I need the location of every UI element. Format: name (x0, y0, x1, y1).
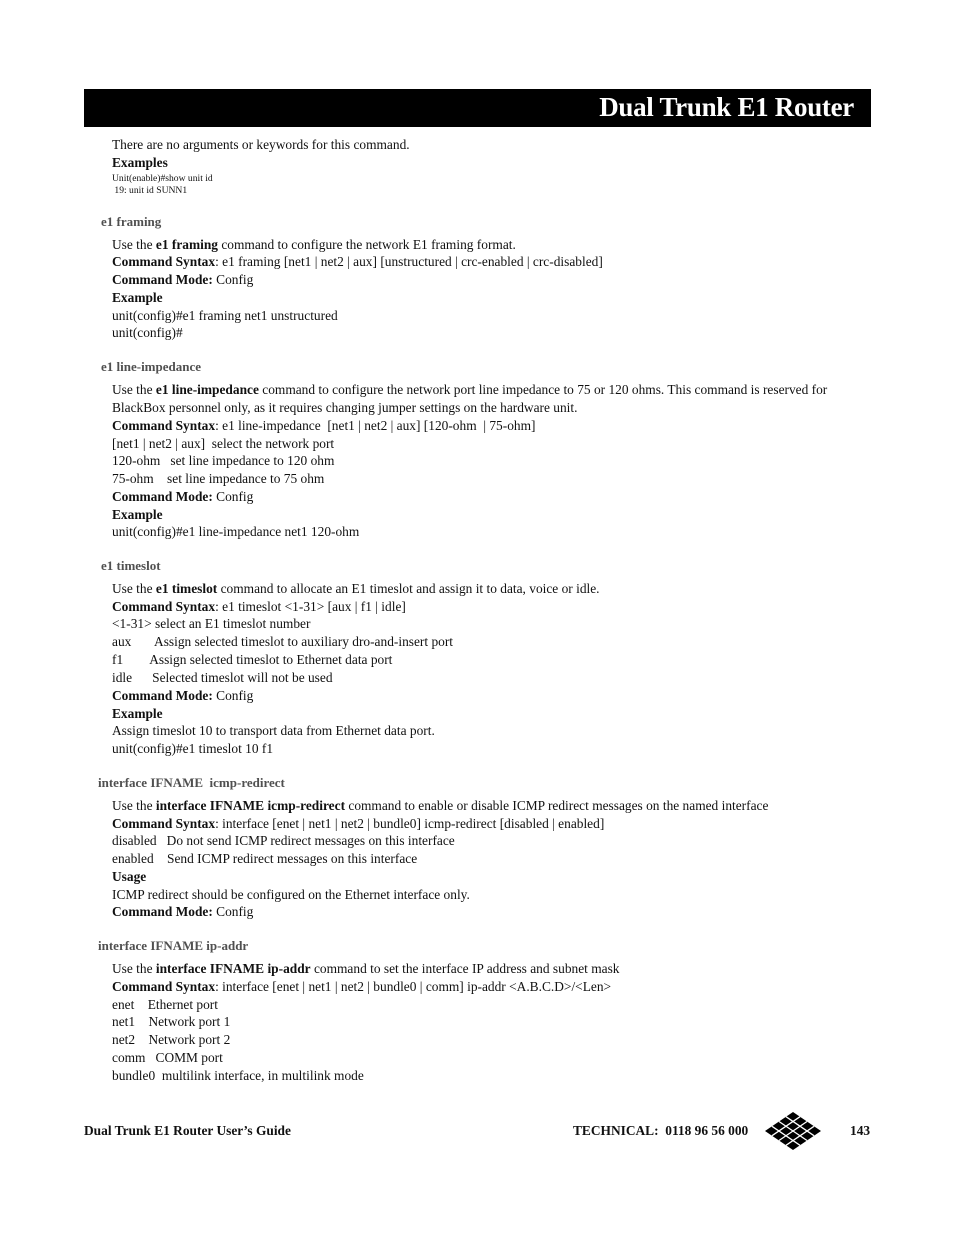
section-heading-e1-line-impedance: e1 line-impedance (101, 359, 202, 374)
param-line: [net1 | net2 | aux] select the network port (112, 436, 335, 451)
param-line: comm COMM port (112, 1050, 223, 1065)
footer-technical-phone: TECHNICAL: 0118 96 56 000 (573, 1123, 749, 1138)
param-line: disabled Do not send ICMP redirect messages on this interface (112, 833, 455, 848)
command-syntax: Command Syntax: e1 timeslot <1-31> [aux | f1 | idle] (112, 599, 406, 614)
param-line: bundle0 multilink interface, in multilink mode (112, 1068, 364, 1083)
intro-text: There are no arguments or keywords for this command. (112, 137, 410, 152)
page-header-banner (84, 89, 871, 127)
command-syntax: Command Syntax: e1 line-impedance [net1 | net2 | aux] [120-ohm | 75-ohm] (112, 418, 536, 433)
section-heading-ip-addr: interface IFNAME ip-addr (98, 938, 249, 953)
param-line: 120-ohm set line impedance to 120 ohm (112, 453, 335, 468)
param-line: f1 Assign selected timeslot to Ethernet data port (112, 652, 393, 667)
example-line: Unit(enable)#show unit id (112, 173, 213, 184)
example-label: Example (112, 290, 163, 305)
example-line: unit(config)# (112, 325, 183, 340)
command-mode: Command Mode: Config (112, 688, 254, 703)
param-line: net2 Network port 2 (112, 1032, 231, 1047)
param-line: idle Selected timeslot will not be used (112, 670, 333, 685)
param-line: enabled Send ICMP redirect messages on this interface (112, 851, 418, 866)
command-mode: Command Mode: Config (112, 272, 254, 287)
example-line: 19: unit id SUNN1 (112, 185, 188, 196)
param-line: enet Ethernet port (112, 997, 218, 1012)
description: Use the e1 line-impedance command to configure the network port line impedance to 75 or 120 ohms. This command is reserved for BlackBox personnel only, as it requires changing jumper settings on the hardware unit. (112, 382, 828, 415)
description: Use the e1 timeslot command to allocate an E1 timeslot and assign it to data, voice or idle. (112, 581, 600, 596)
command-syntax: Command Syntax: e1 framing [net1 | net2 | aux] [unstructured | crc-enabled | crc-disabled] (112, 254, 603, 269)
footer-guide-title: Dual Trunk E1 Router User’s Guide (84, 1123, 291, 1138)
examples-label: Examples (112, 155, 168, 170)
param-line: aux Assign selected timeslot to auxiliary dro-and-insert port (112, 634, 454, 649)
description: Use the interface IFNAME ip-addr command to set the interface IP address and subnet mask (112, 961, 620, 976)
usage-text: ICMP redirect should be configured on the Ethernet interface only. (112, 887, 470, 902)
param-line: <1-31> select an E1 timeslot number (112, 616, 311, 631)
section-heading-icmp-redirect: interface IFNAME icmp-redirect (98, 775, 285, 790)
section-heading-e1-framing: e1 framing (101, 214, 162, 229)
black-box-logo-icon (764, 1111, 822, 1151)
example-line: unit(config)#e1 timeslot 10 f1 (112, 741, 274, 756)
command-mode: Command Mode: Config (112, 489, 254, 504)
command-syntax: Command Syntax: interface [enet | net1 | net2 | bundle0] icmp-redirect [disabled | enabled] (112, 816, 605, 831)
example-label: Example (112, 507, 163, 522)
section-heading-e1-timeslot: e1 timeslot (101, 558, 161, 573)
page-title: Dual Trunk E1 Router (599, 92, 854, 122)
command-mode: Command Mode: Config (112, 904, 254, 919)
description: Use the e1 framing command to configure the network E1 framing format. (112, 237, 516, 252)
command-syntax: Command Syntax: interface [enet | net1 | net2 | bundle0 | comm] ip-addr <A.B.C.D>/<Len> (112, 979, 612, 994)
usage-label: Usage (112, 869, 147, 884)
example-line: Assign timeslot 10 to transport data from Ethernet data port. (112, 723, 435, 738)
example-line: unit(config)#e1 framing net1 unstructured (112, 308, 338, 323)
example-line: unit(config)#e1 line-impedance net1 120-ohm (112, 524, 360, 539)
description: Use the interface IFNAME icmp-redirect command to enable or disable ICMP redirect messages on the named interface (112, 798, 769, 813)
example-label: Example (112, 706, 163, 721)
page-number: 143 (850, 1123, 871, 1138)
param-line: net1 Network port 1 (112, 1014, 231, 1029)
param-line: 75-ohm set line impedance to 75 ohm (112, 471, 325, 486)
